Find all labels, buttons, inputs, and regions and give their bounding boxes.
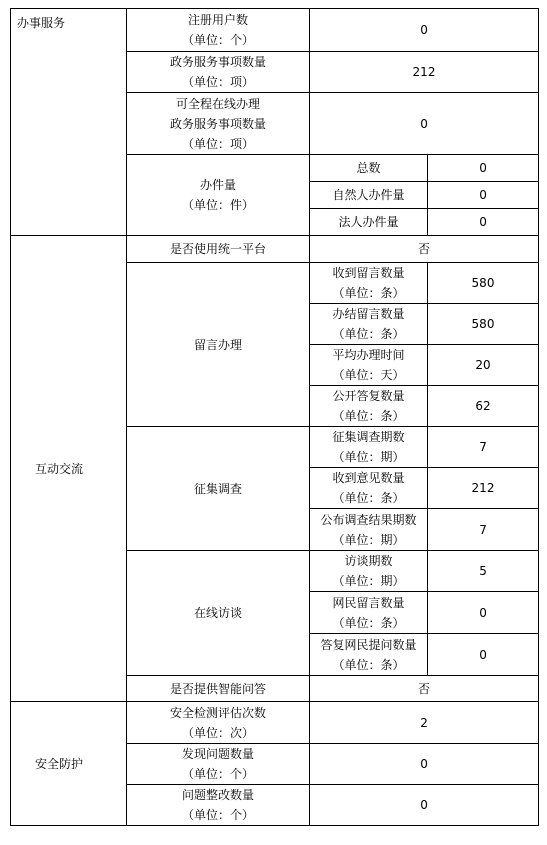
security-checks-value: 2	[310, 702, 539, 744]
messages-public-label: 公开答复数量 （单位：条）	[310, 386, 428, 427]
survey-periods-label: 征集调查期数 （单位：期）	[310, 427, 428, 468]
messages-avg-time-label: 平均办理时间 （单位：天）	[310, 345, 428, 386]
category-interaction: 互动交流	[11, 236, 127, 702]
survey-label: 征集调查	[127, 427, 310, 551]
smart-qa-value: 否	[310, 676, 539, 702]
unified-platform-label: 是否使用统一平台	[127, 236, 310, 263]
service-items-label: 政务服务事项数量 （单位：项）	[127, 52, 310, 93]
survey-opinions-label: 收到意见数量 （单位：条）	[310, 468, 428, 509]
service-items-value: 212	[310, 52, 539, 93]
messages-received-label: 收到留言数量 （单位：条）	[310, 263, 428, 304]
messages-closed-value: 580	[428, 304, 539, 345]
registered-users-value: 0	[310, 9, 539, 52]
messages-avg-time-value: 20	[428, 345, 539, 386]
interview-replies-label: 答复网民提问数量 （单位：条）	[310, 634, 428, 676]
interview-messages-value: 0	[428, 592, 539, 634]
messages-public-value: 62	[428, 386, 539, 427]
volume-total-value: 0	[428, 155, 539, 182]
unified-platform-value: 否	[310, 236, 539, 263]
interview-periods-label: 访谈期数 （单位：期）	[310, 551, 428, 592]
volume-total-label: 总数	[310, 155, 428, 182]
messages-closed-label: 办结留言数量 （单位：条）	[310, 304, 428, 345]
survey-periods-value: 7	[428, 427, 539, 468]
statistics-table	[10, 8, 539, 826]
issues-fixed-value: 0	[310, 785, 539, 826]
online-items-value: 0	[310, 93, 539, 155]
category-security: 安全防护	[11, 702, 127, 826]
issues-found-label: 发现问题数量 （单位：个）	[127, 744, 310, 785]
messages-received-value: 580	[428, 263, 539, 304]
interview-messages-label: 网民留言数量 （单位：条）	[310, 592, 428, 634]
volume-person-value: 0	[428, 182, 539, 209]
issues-fixed-label: 问题整改数量 （单位：个）	[127, 785, 310, 826]
volume-legal-label: 法人办件量	[310, 209, 428, 236]
survey-opinions-value: 212	[428, 468, 539, 509]
issues-found-value: 0	[310, 744, 539, 785]
survey-results-value: 7	[428, 509, 539, 551]
online-items-label: 可全程在线办理 政务服务事项数量 （单位：项）	[127, 93, 310, 155]
messages-label: 留言办理	[127, 263, 310, 427]
volume-label: 办件量 （单位：件）	[127, 155, 310, 236]
survey-results-label: 公布调查结果期数 （单位：期）	[310, 509, 428, 551]
smart-qa-label: 是否提供智能问答	[127, 676, 310, 702]
registered-users-label: 注册用户数 （单位：个）	[127, 9, 310, 52]
category-service: 办事服务	[11, 9, 127, 236]
interview-periods-value: 5	[428, 551, 539, 592]
interview-replies-value: 0	[428, 634, 539, 676]
volume-person-label: 自然人办件量	[310, 182, 428, 209]
interview-label: 在线访谈	[127, 551, 310, 676]
security-checks-label: 安全检测评估次数 （单位：次）	[127, 702, 310, 744]
volume-legal-value: 0	[428, 209, 539, 236]
